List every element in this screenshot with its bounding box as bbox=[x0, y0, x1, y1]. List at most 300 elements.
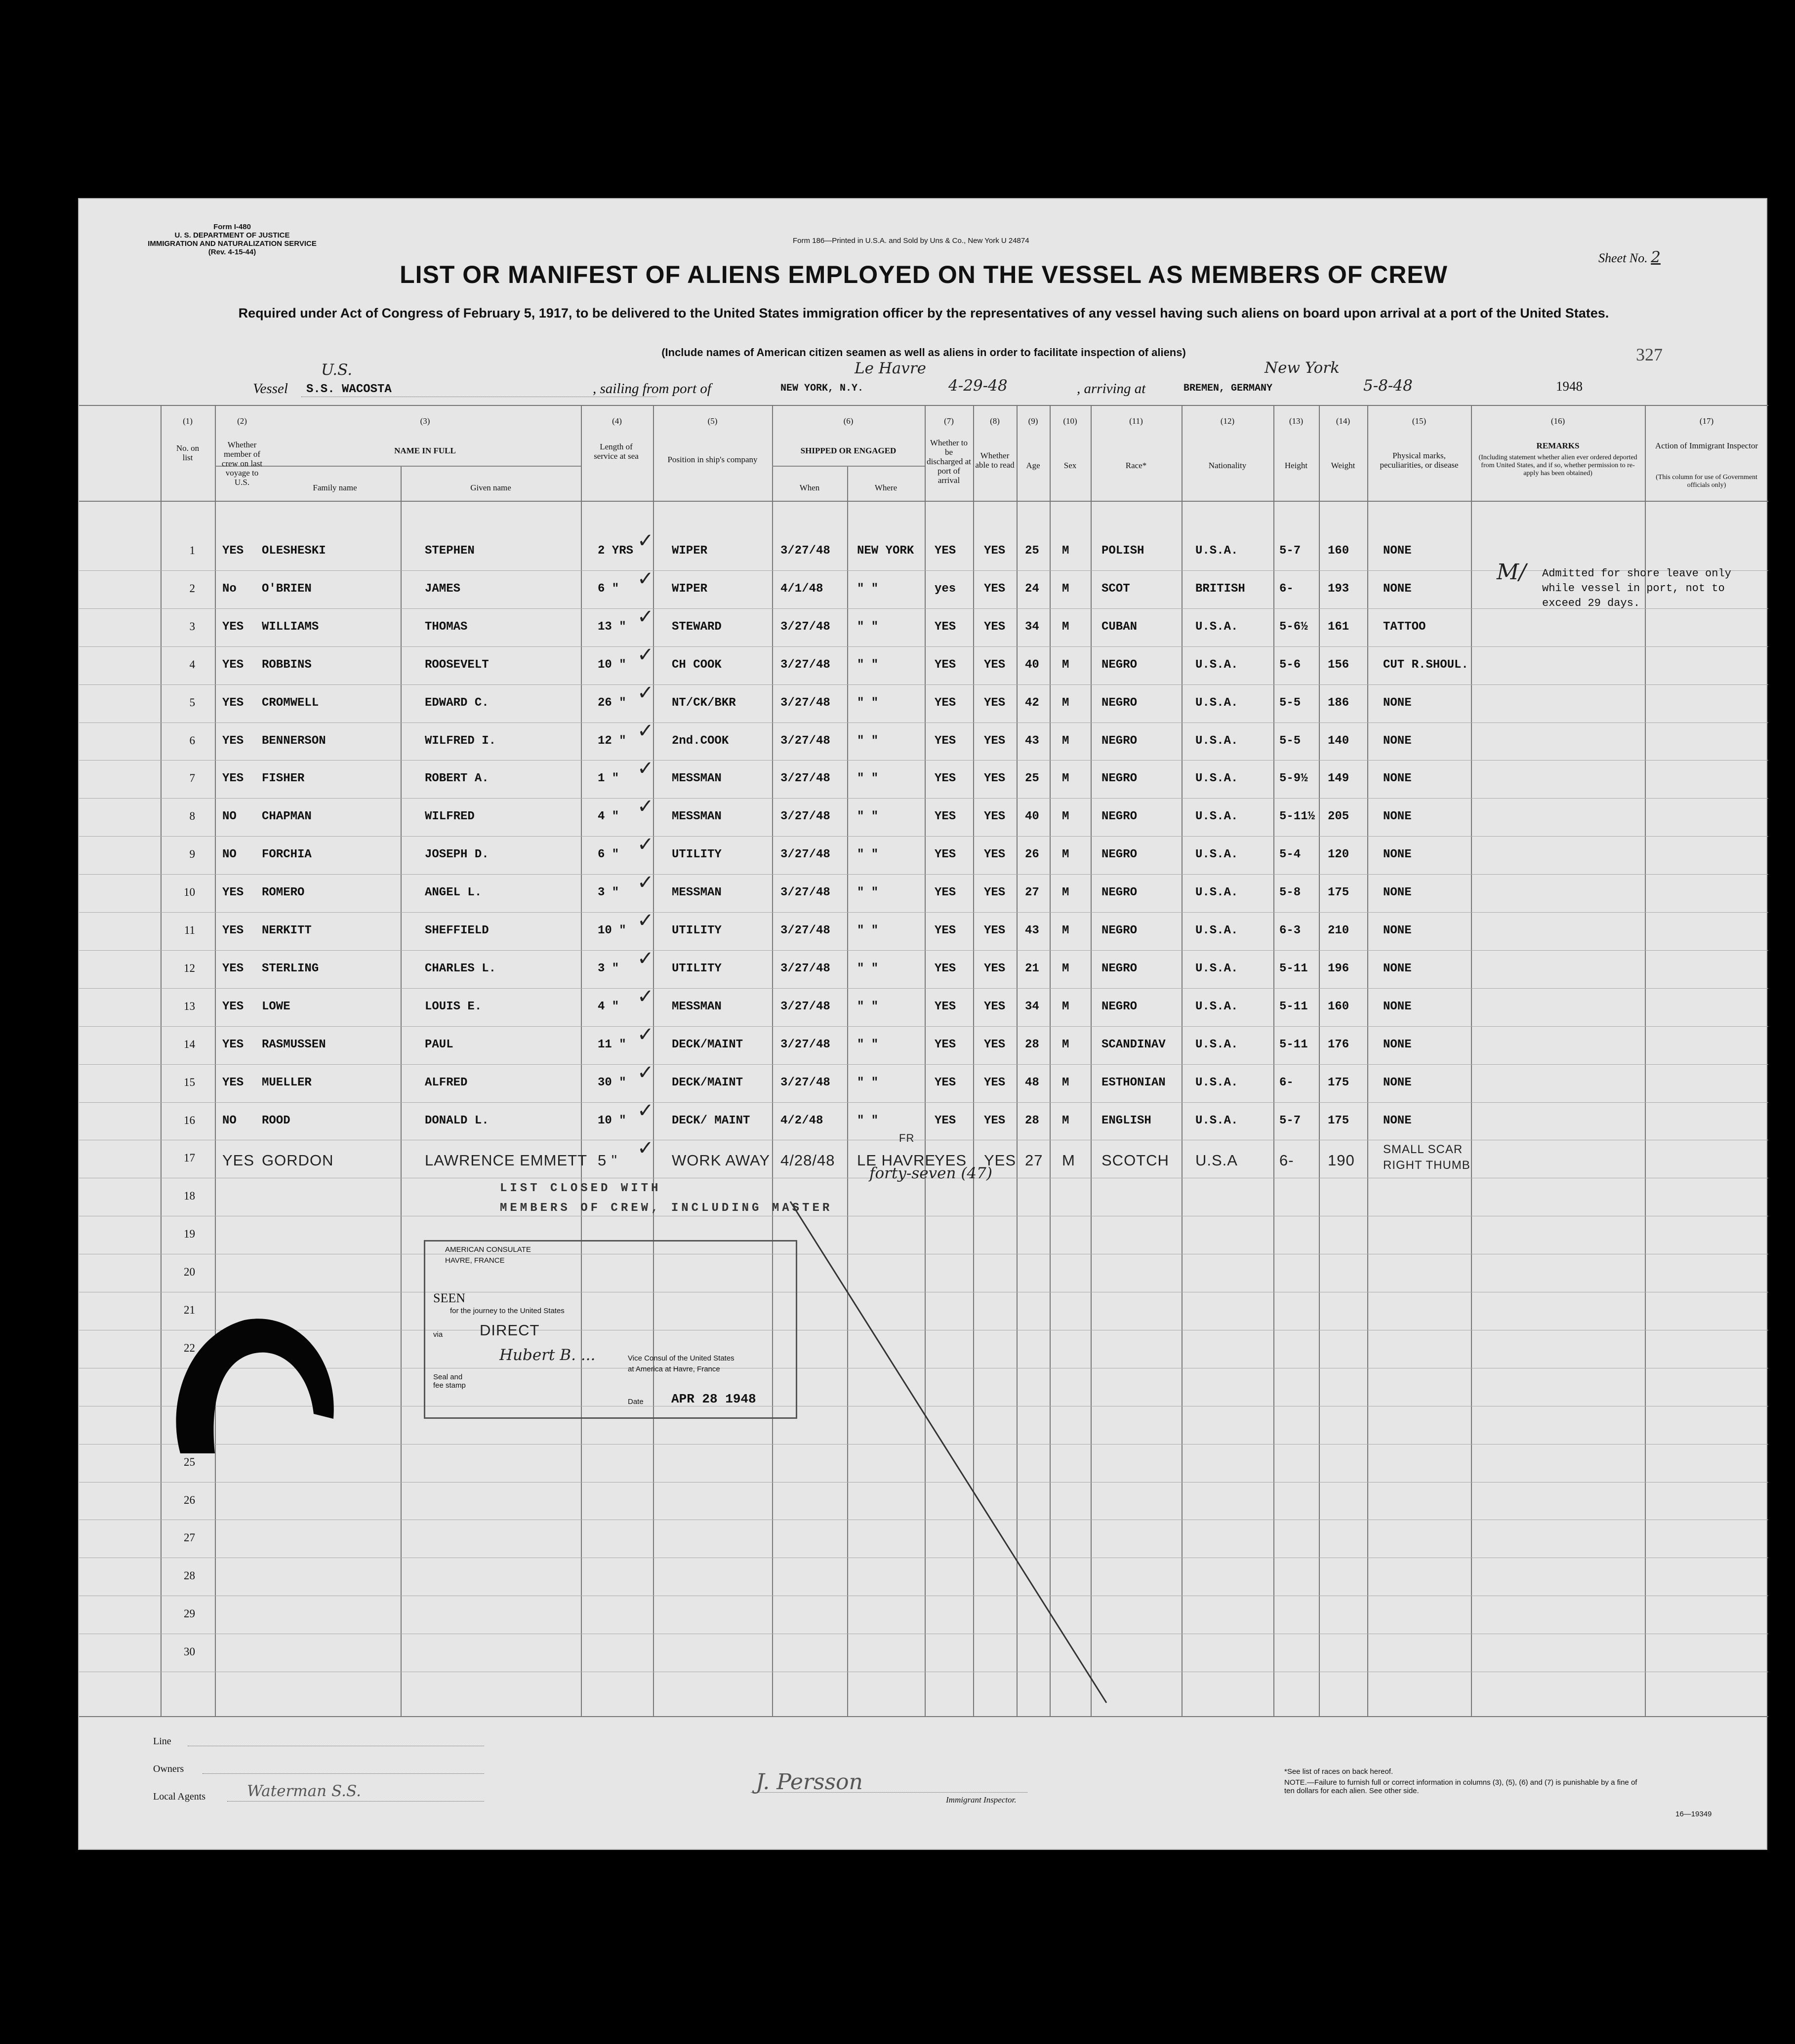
cell-discharged: YES bbox=[935, 1076, 956, 1089]
cell-family: LOWE bbox=[262, 1000, 290, 1013]
cell-race: NEGRO bbox=[1101, 772, 1138, 785]
cell-position: MESSMAN bbox=[672, 810, 722, 823]
cell-discharged: YES bbox=[935, 772, 956, 785]
department: U. S. DEPARTMENT OF JUSTICE bbox=[174, 231, 290, 240]
cell-weight: 193 bbox=[1328, 582, 1349, 596]
cell-service: 12 " bbox=[598, 734, 626, 748]
cell-nationality: U.S.A. bbox=[1195, 1038, 1238, 1051]
cell-nationality: U.S.A. bbox=[1195, 620, 1238, 634]
col-6-num: (6) bbox=[843, 416, 854, 426]
cell-age: 43 bbox=[1025, 734, 1039, 748]
cell-service: 5 " bbox=[598, 1152, 617, 1169]
footer-agents-hand: Waterman S.S. bbox=[247, 1782, 361, 1800]
cell-sex: M bbox=[1062, 924, 1069, 937]
cell-sex: M bbox=[1062, 1152, 1075, 1169]
cell-race: NEGRO bbox=[1101, 658, 1138, 672]
cell-given: PAUL bbox=[425, 1038, 453, 1051]
cell-marks: NONE bbox=[1383, 544, 1412, 558]
cell-discharged: YES bbox=[935, 734, 956, 748]
cell-when: 3/27/48 bbox=[780, 848, 830, 861]
cell-family: ROMERO bbox=[262, 886, 305, 899]
cell-no: 10 bbox=[184, 886, 195, 898]
cell-weight: 196 bbox=[1328, 962, 1349, 975]
check-mark-icon: ✓ bbox=[637, 1023, 654, 1046]
cell-discharged: YES bbox=[935, 1114, 956, 1127]
cell-race: NEGRO bbox=[1101, 810, 1138, 823]
col-11-label: Race* bbox=[1125, 461, 1147, 470]
embossed-seal bbox=[161, 1290, 358, 1468]
cell-read: YES bbox=[984, 924, 1006, 937]
cell-given: ANGEL L. bbox=[425, 886, 482, 899]
cell-no: 12 bbox=[184, 962, 195, 974]
cell-service: 10 " bbox=[598, 658, 626, 672]
col-1-num: (1) bbox=[183, 416, 193, 426]
cell-discharged: yes bbox=[935, 582, 956, 596]
cell-position: MESSMAN bbox=[672, 1000, 722, 1013]
cell-no: 9 bbox=[189, 848, 195, 860]
cell-sex: M bbox=[1062, 582, 1069, 596]
cell-given: ALFRED bbox=[425, 1076, 468, 1089]
cell-given: SHEFFIELD bbox=[425, 924, 489, 937]
cell-given: THOMAS bbox=[425, 620, 468, 634]
vessel-label: Vessel bbox=[253, 381, 288, 397]
cell-service: 10 " bbox=[598, 924, 626, 937]
cell-nationality: U.S.A. bbox=[1195, 962, 1238, 975]
cell-service: 13 " bbox=[598, 620, 626, 634]
cell-race: NEGRO bbox=[1101, 886, 1138, 899]
check-mark-icon: ✓ bbox=[637, 1061, 654, 1084]
cell-age: 27 bbox=[1025, 1152, 1043, 1169]
col-3-num: (3) bbox=[420, 416, 430, 426]
cell-position: NT/CK/BKR bbox=[672, 696, 736, 710]
closing-line-2: MEMBERS OF CREW, INCLUDING MASTER bbox=[500, 1202, 833, 1215]
cell-family: BENNERSON bbox=[262, 734, 326, 748]
printer-line: Form 186—Printed in U.S.A. and Sold by Uns & Co., New York U 24874 bbox=[793, 237, 1029, 245]
cell-given: JAMES bbox=[425, 582, 461, 596]
cell-read: YES bbox=[984, 1152, 1017, 1169]
cell-position: WORK AWAY bbox=[672, 1152, 771, 1169]
cell-height: 5-5 bbox=[1279, 734, 1301, 748]
cell-family: ROOD bbox=[262, 1114, 290, 1127]
cell-family: FORCHIA bbox=[262, 848, 312, 861]
cell-no: 15 bbox=[184, 1076, 195, 1088]
consulate-stamp bbox=[424, 1240, 797, 1419]
cell-height: 5-11 bbox=[1279, 962, 1308, 975]
col-8-label: Whether able to read bbox=[975, 451, 1015, 470]
empty-row-number: 28 bbox=[184, 1569, 195, 1582]
cell-where: NEW YORK bbox=[857, 544, 914, 558]
cell-nationality: U.S.A bbox=[1195, 1152, 1238, 1169]
cell-family: GORDON bbox=[262, 1152, 334, 1169]
cell-marks: NONE bbox=[1383, 848, 1412, 861]
page-subtitle: Required under Act of Congress of February 5, 1917, to be delivered to the United States immigration officer by the representatives of any vessel having such aliens on board upon arrival at a port of the United States. bbox=[238, 306, 1609, 321]
cell-read: YES bbox=[984, 734, 1006, 748]
cell-sex: M bbox=[1062, 962, 1069, 975]
check-mark-icon: ✓ bbox=[637, 567, 654, 590]
cell-height: 5-5 bbox=[1279, 696, 1301, 710]
cell-given: WILFRED bbox=[425, 810, 475, 823]
cell-discharged: YES bbox=[935, 1038, 956, 1051]
cell-marks: SMALL SCAR RIGHT THUMB bbox=[1383, 1143, 1470, 1172]
cell-marks: NONE bbox=[1383, 1076, 1412, 1089]
cell-age: 25 bbox=[1025, 772, 1039, 785]
col-1-label: No. on list bbox=[176, 443, 200, 462]
col-14-num: (14) bbox=[1336, 416, 1350, 426]
cell-when: 3/27/48 bbox=[780, 810, 830, 823]
cell-race: SCOTCH bbox=[1101, 1152, 1169, 1169]
cell-no: 6 bbox=[189, 734, 195, 747]
cell-nationality: U.S.A. bbox=[1195, 544, 1238, 558]
cell-height: 5-6½ bbox=[1279, 620, 1308, 634]
cell-nationality: BRITISH bbox=[1195, 582, 1245, 596]
cell-sex: M bbox=[1062, 658, 1069, 672]
cell-marks: NONE bbox=[1383, 1114, 1412, 1127]
footer-agents-label: Local Agents bbox=[153, 1791, 206, 1802]
cell-crew: YES bbox=[222, 886, 244, 899]
cell-nationality: U.S.A. bbox=[1195, 658, 1238, 672]
cell-when: 3/27/48 bbox=[780, 1000, 830, 1013]
cell-weight: 190 bbox=[1328, 1152, 1355, 1169]
cell-no: 11 bbox=[184, 924, 195, 936]
cell-crew: YES bbox=[222, 924, 244, 937]
cell-race: NEGRO bbox=[1101, 924, 1138, 937]
cell-crew: YES bbox=[222, 544, 244, 558]
cell-where: " " bbox=[857, 924, 879, 937]
cell-crew: YES bbox=[222, 1000, 244, 1013]
cell-when: 3/27/48 bbox=[780, 734, 830, 748]
cell-height: 6- bbox=[1279, 582, 1294, 596]
cell-weight: 120 bbox=[1328, 848, 1349, 861]
col-13-num: (13) bbox=[1289, 416, 1304, 426]
cell-age: 28 bbox=[1025, 1038, 1039, 1051]
cell-nationality: U.S.A. bbox=[1195, 1000, 1238, 1013]
col-3-family: Family name bbox=[313, 483, 357, 492]
cell-read: YES bbox=[984, 696, 1006, 710]
cell-weight: 160 bbox=[1328, 1000, 1349, 1013]
cell-where: " " bbox=[857, 1038, 879, 1051]
vessel-name: S.S. WACOSTA bbox=[306, 383, 392, 396]
cell-nationality: U.S.A. bbox=[1195, 810, 1238, 823]
empty-row-number: 26 bbox=[184, 1494, 195, 1506]
inspector-label: Immigrant Inspector. bbox=[946, 1795, 1017, 1804]
cell-no: 5 bbox=[189, 696, 195, 709]
cell-position: WIPER bbox=[672, 582, 708, 596]
remark-initials: M/ bbox=[1497, 560, 1526, 585]
cell-weight: 160 bbox=[1328, 544, 1349, 558]
check-mark-icon: ✓ bbox=[637, 757, 654, 780]
cell-read: YES bbox=[984, 962, 1006, 975]
stamp-signer-3: at America at Havre, France bbox=[628, 1365, 720, 1373]
sailing-hand: Le Havre bbox=[855, 360, 926, 377]
col-6-label: SHIPPED OR ENGAGED bbox=[800, 446, 897, 455]
cell-position: MESSMAN bbox=[672, 886, 722, 899]
cell-service: 11 " bbox=[598, 1038, 626, 1051]
cell-given: JOSEPH D. bbox=[425, 848, 489, 861]
col-15-label: Physical marks, peculiarities, or disease bbox=[1380, 451, 1459, 470]
cell-weight: 140 bbox=[1328, 734, 1349, 748]
cell-service: 10 " bbox=[598, 1114, 626, 1127]
stamp-via: DIRECT bbox=[480, 1322, 540, 1339]
cell-weight: 175 bbox=[1328, 1076, 1349, 1089]
empty-row-number: 21 bbox=[184, 1304, 195, 1316]
cell-age: 25 bbox=[1025, 544, 1039, 558]
cell-when: 3/27/48 bbox=[780, 924, 830, 937]
cell-nationality: U.S.A. bbox=[1195, 772, 1238, 785]
col-5-label: Position in ship's company bbox=[667, 455, 758, 464]
cell-marks: TATTOO bbox=[1383, 620, 1426, 634]
manifest-sheet bbox=[78, 198, 1767, 1850]
cell-race: NEGRO bbox=[1101, 848, 1138, 861]
sailing-port: NEW YORK, N.Y. bbox=[780, 383, 864, 394]
col-11-num: (11) bbox=[1129, 416, 1143, 426]
cell-crew: YES bbox=[222, 772, 244, 785]
cell-where: " " bbox=[857, 1000, 879, 1013]
cell-when: 3/27/48 bbox=[780, 696, 830, 710]
remark-row-2: Admitted for shore leave only while vessel in port, not to exceed 29 days. bbox=[1542, 567, 1731, 609]
cell-crew: NO bbox=[222, 848, 237, 861]
cell-discharged: YES bbox=[935, 924, 956, 937]
sailing-label: , sailing from port of bbox=[593, 381, 711, 397]
cell-family: NERKITT bbox=[262, 924, 312, 937]
col-9-label: Age bbox=[1026, 461, 1040, 470]
cell-marks: NONE bbox=[1383, 1038, 1412, 1051]
cell-height: 5-8 bbox=[1279, 886, 1301, 899]
cell-crew: YES bbox=[222, 1152, 255, 1169]
col-4-label: Length of service at sea bbox=[594, 442, 639, 461]
cell-no: 4 bbox=[189, 658, 195, 671]
col-17-num: (17) bbox=[1699, 416, 1714, 426]
check-mark-icon: ✓ bbox=[637, 909, 654, 932]
arriving-port: BREMEN, GERMANY bbox=[1183, 383, 1273, 394]
cell-family: CHAPMAN bbox=[262, 810, 312, 823]
cell-family: O'BRIEN bbox=[262, 582, 312, 596]
footer-note-2: NOTE.—Failure to furnish full or correct information in columns (3), (5), (6) and (7) is punishable by a fine of ten dollars for each alien. See other side. bbox=[1284, 1778, 1637, 1795]
cell-service: 3 " bbox=[598, 962, 619, 975]
cell-where: " " bbox=[857, 886, 879, 899]
cell-age: 40 bbox=[1025, 658, 1039, 672]
cell-sex: M bbox=[1062, 544, 1069, 558]
empty-row-number: 22 bbox=[184, 1342, 195, 1354]
cell-given: CHARLES L. bbox=[425, 962, 496, 975]
cell-read: YES bbox=[984, 658, 1006, 672]
cell-no: 3 bbox=[189, 620, 195, 633]
cell-age: 42 bbox=[1025, 696, 1039, 710]
cell-service: 4 " bbox=[598, 1000, 619, 1013]
cell-age: 43 bbox=[1025, 924, 1039, 937]
cell-position: MESSMAN bbox=[672, 772, 722, 785]
cell-when: 3/27/48 bbox=[780, 1038, 830, 1051]
col-10-num: (10) bbox=[1063, 416, 1077, 426]
col-6-when: When bbox=[799, 483, 820, 492]
check-mark-icon: ✓ bbox=[637, 985, 654, 1008]
cell-read: YES bbox=[984, 848, 1006, 861]
cell-age: 26 bbox=[1025, 848, 1039, 861]
arriving-hand: New York bbox=[1265, 359, 1340, 377]
footer-owners-label: Owners bbox=[153, 1763, 184, 1774]
cell-weight: 175 bbox=[1328, 886, 1349, 899]
col-13-label: Height bbox=[1284, 461, 1308, 470]
cell-race: NEGRO bbox=[1101, 962, 1138, 975]
cell-crew: YES bbox=[222, 658, 244, 672]
cell-read: YES bbox=[984, 772, 1006, 785]
cell-marks: NONE bbox=[1383, 772, 1412, 785]
cell-given: STEPHEN bbox=[425, 544, 475, 558]
sailing-date: 4-29-48 bbox=[948, 377, 1008, 395]
stamp-place: HAVRE, FRANCE bbox=[445, 1256, 505, 1265]
cell-when: 3/27/48 bbox=[780, 544, 830, 558]
cell-discharged: YES bbox=[935, 696, 956, 710]
cell-height: 6- bbox=[1279, 1076, 1294, 1089]
service-name: IMMIGRATION AND NATURALIZATION SERVICE bbox=[148, 240, 317, 248]
cell-service: 3 " bbox=[598, 886, 619, 899]
cell-height: 5-11½ bbox=[1279, 810, 1315, 823]
arriving-label: , arriving at bbox=[1077, 381, 1146, 397]
inspector-signature: J. Persson bbox=[756, 1769, 863, 1795]
cell-race: ENGLISH bbox=[1101, 1114, 1151, 1127]
check-mark-icon: ✓ bbox=[637, 833, 654, 856]
cell-given: LOUIS E. bbox=[425, 1000, 482, 1013]
cell-position: WIPER bbox=[672, 544, 708, 558]
cell-discharged: YES bbox=[935, 962, 956, 975]
cell-family: ROBBINS bbox=[262, 658, 312, 672]
cell-weight: 186 bbox=[1328, 696, 1349, 710]
col-16-label: REMARKS bbox=[1536, 441, 1580, 450]
cell-where: " " bbox=[857, 582, 879, 596]
cell-marks: NONE bbox=[1383, 696, 1412, 710]
cell-no: 17 bbox=[184, 1152, 195, 1164]
cell-marks: CUT R.SHOUL. bbox=[1383, 658, 1469, 672]
cell-marks: NONE bbox=[1383, 962, 1412, 975]
cell-age: 27 bbox=[1025, 886, 1039, 899]
empty-row-number: 25 bbox=[184, 1456, 195, 1468]
cell-weight: 175 bbox=[1328, 1114, 1349, 1127]
col-4-num: (4) bbox=[612, 416, 622, 426]
cell-read: YES bbox=[984, 810, 1006, 823]
cell-age: 28 bbox=[1025, 1114, 1039, 1127]
cell-when: 3/27/48 bbox=[780, 658, 830, 672]
cell-nationality: U.S.A. bbox=[1195, 848, 1238, 861]
vessel-hand: U.S. bbox=[321, 361, 353, 379]
check-mark-icon: ✓ bbox=[637, 1099, 654, 1122]
form-number: Form I-480 bbox=[213, 223, 251, 231]
cell-age: 34 bbox=[1025, 620, 1039, 634]
cell-when: 3/27/48 bbox=[780, 772, 830, 785]
cell-sex: M bbox=[1062, 1076, 1069, 1089]
cell-age: 21 bbox=[1025, 962, 1039, 975]
cell-family: OLESHESKI bbox=[262, 544, 326, 558]
cell-position: UTILITY bbox=[672, 924, 722, 937]
cell-read: YES bbox=[984, 620, 1006, 634]
cell-where: " " bbox=[857, 848, 879, 861]
col-16-num: (16) bbox=[1550, 416, 1565, 426]
cell-when: 4/2/48 bbox=[780, 1114, 823, 1127]
cell-weight: 156 bbox=[1328, 658, 1349, 672]
closing-line-1: LIST CLOSED WITH bbox=[500, 1182, 661, 1195]
cell-height: 5-4 bbox=[1279, 848, 1301, 861]
cell-race: CUBAN bbox=[1101, 620, 1138, 634]
cell-given: LAWRENCE EMMETT bbox=[425, 1152, 588, 1169]
col-2-num: (2) bbox=[237, 416, 247, 426]
cell-position: STEWARD bbox=[672, 620, 722, 634]
cell-where: " " bbox=[857, 810, 879, 823]
cell-where: " " bbox=[857, 620, 879, 634]
cell-race: POLISH bbox=[1101, 544, 1144, 558]
cell-crew: NO bbox=[222, 1114, 237, 1127]
stamp-via-label: via bbox=[433, 1330, 443, 1339]
cell-no: 1 bbox=[189, 544, 195, 557]
cell-race: SCOT bbox=[1101, 582, 1130, 596]
check-mark-icon: ✓ bbox=[637, 871, 654, 894]
cell-height: 5-6 bbox=[1279, 658, 1301, 672]
cell-position: DECK/MAINT bbox=[672, 1038, 743, 1051]
cell-discharged: YES bbox=[935, 886, 956, 899]
stamp-signature: Hubert B. ... bbox=[499, 1346, 596, 1364]
cell-service: 6 " bbox=[598, 848, 619, 861]
cell-discharged: YES bbox=[935, 658, 956, 672]
cell-where: " " bbox=[857, 1076, 879, 1089]
cell-where: " " bbox=[857, 696, 879, 710]
cell-marks: NONE bbox=[1383, 886, 1412, 899]
cell-no: 2 bbox=[189, 582, 195, 595]
cell-height: 5-9½ bbox=[1279, 772, 1308, 785]
cell-read: YES bbox=[984, 544, 1006, 558]
stamp-seal-label: Seal and fee stamp bbox=[433, 1373, 466, 1390]
col-17-label: Action of Immigrant Inspector bbox=[1655, 441, 1758, 450]
stamp-signer-2: Vice Consul of the United States bbox=[628, 1354, 734, 1363]
cell-sex: M bbox=[1062, 886, 1069, 899]
cell-crew: YES bbox=[222, 696, 244, 710]
cell-position: DECK/ MAINT bbox=[672, 1114, 750, 1127]
include-note: (Include names of American citizen seamen as well as aliens in order to facilitate inspection of aliens) bbox=[661, 346, 1186, 359]
empty-row-number: 27 bbox=[184, 1531, 195, 1544]
cell-position: 2nd.COOK bbox=[672, 734, 729, 748]
cell-sex: M bbox=[1062, 734, 1069, 748]
footer-line-label: Line bbox=[153, 1736, 171, 1747]
stamp-consulate: AMERICAN CONSULATE bbox=[445, 1245, 531, 1254]
empty-row-number: 29 bbox=[184, 1607, 195, 1620]
cell-service: 1 " bbox=[598, 772, 619, 785]
page-stamp-number: 327 bbox=[1636, 345, 1663, 364]
cell-when: 3/27/48 bbox=[780, 886, 830, 899]
cell-nationality: U.S.A. bbox=[1195, 924, 1238, 937]
cell-when: 3/27/48 bbox=[780, 962, 830, 975]
cell-height: 6-3 bbox=[1279, 924, 1301, 937]
cell-family: FISHER bbox=[262, 772, 305, 785]
cell-weight: 149 bbox=[1328, 772, 1349, 785]
stamp-journey: for the journey to the United States bbox=[450, 1307, 565, 1315]
cell-position: UTILITY bbox=[672, 848, 722, 861]
check-mark-icon: ✓ bbox=[637, 1137, 654, 1160]
cell-where: LE HAVRE bbox=[857, 1152, 936, 1169]
page-title: LIST OR MANIFEST OF ALIENS EMPLOYED ON THE VESSEL AS MEMBERS OF CREW bbox=[400, 261, 1448, 288]
cell-no: 14 bbox=[184, 1038, 195, 1050]
cell-weight: 161 bbox=[1328, 620, 1349, 634]
cell-when: 4/28/48 bbox=[780, 1152, 835, 1169]
cell-marks: NONE bbox=[1383, 734, 1412, 748]
arriving-date: 5-8-48 bbox=[1363, 377, 1413, 395]
cell-position: DECK/MAINT bbox=[672, 1076, 743, 1089]
cell-where: " " bbox=[857, 734, 879, 748]
cell-age: 48 bbox=[1025, 1076, 1039, 1089]
cell-nationality: U.S.A. bbox=[1195, 1114, 1238, 1127]
cell-sex: M bbox=[1062, 696, 1069, 710]
col-7-label: Whether to be discharged at port of arrival bbox=[927, 438, 971, 485]
cell-given: ROOSEVELT bbox=[425, 658, 489, 672]
cell-discharged: YES bbox=[935, 848, 956, 861]
cell-sex: M bbox=[1062, 1038, 1069, 1051]
cell-discharged: YES bbox=[935, 810, 956, 823]
cell-marks: NONE bbox=[1383, 924, 1412, 937]
